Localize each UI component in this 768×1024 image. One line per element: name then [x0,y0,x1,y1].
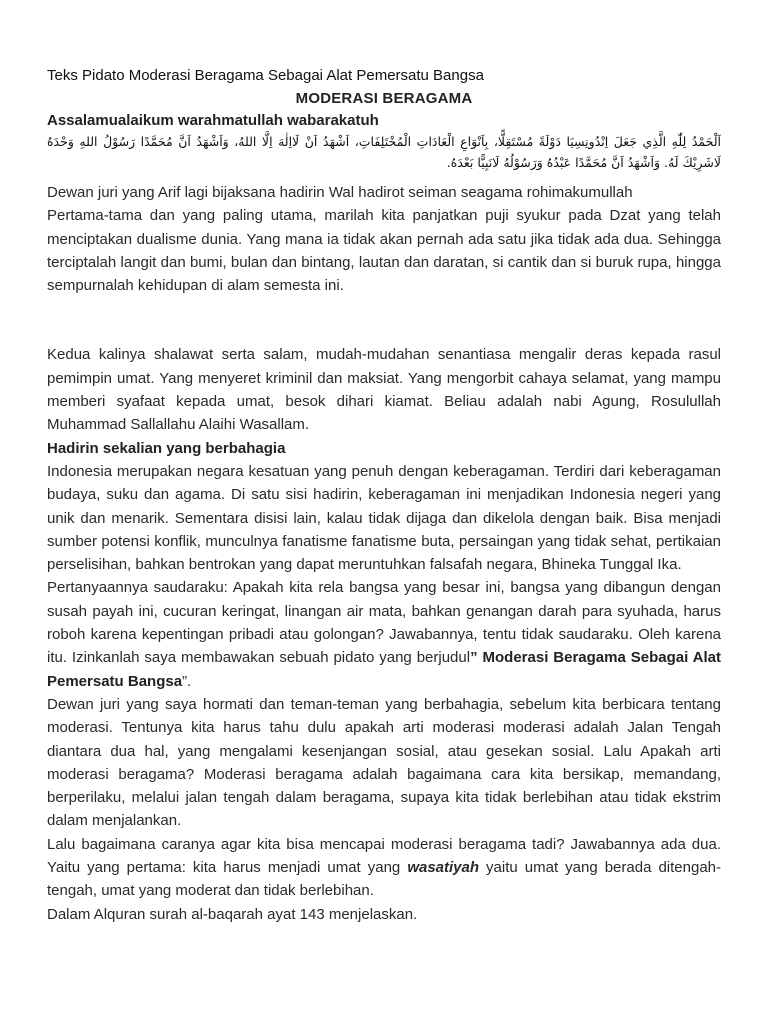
paragraph-greeting: Dewan juri yang Arif lagi bijaksana hadirin Wal hadirot seiman seagama rohimakumullah [47,184,633,201]
close-quote: ”. [182,672,192,690]
paragraph-praise: Pertama-tama dan yang paling utama, marilah kita panjatkan puji syukur pada Dzat yang telah menciptakan dualisme dunia. Yang mana ia tidak akan pernah ada satu jika tidak ada dua. Sehingga terciptalah langit dan bumi, bulan dan bintang, lautan dan daratan, si cantik dan si buruk rupa, hingga sempurnalah kehidupan di alam semesta ini. [47,207,721,295]
wasatiyah-text-end: yaitu umat yang berada ditengah-tengah, umat yang moderat dan tidak berlebihan. [47,859,721,900]
paragraph-definition: Dewan juri yang saya hormati dan teman-teman yang berbahagia, sebelum kita berbicara tentang moderasi. Tentunya kita harus tahu dulu apakah arti moderasi moderasi adalah Jalan Tengah diantara dua hal, yang mengalami kesenjangan sosial, atau gesekan sosial. Lalu Apakah arti moderasi beragama? Moderasi beragama adalah bagaimana cara kita bersikap, memandang, berperilaku, melalui jalan tengah dalam beragama, supaya kita tidak berlebihan atau tidak ekstrim dalam menjalankan. [47,695,721,830]
document-page [47,66,721,926]
sub-heading: Hadirin sekalian yang berbahagia [47,439,286,457]
speech-title: Moderasi Beragama Sebagai Alat Pemersatu Bangsa [47,649,721,690]
main-heading: MODERASI BERAGAMA [295,90,473,107]
arabic-opening: اَلْحَمْدُ لِلّٰهِ الَّذِي جَعَلَ اِنْدُونِسِيَا دَوْلَةً مُسْتَقِلًّا، بِاَنْوَاعِ الْعَادَاتِ الْمُخْتَلِفَاتِ، اَشْهَدُ اَنْ لَااِلٰهَ اِلَّا اللهُ، وَاَشْهَدُ اَنَّ مُحَمَّدًا رَسُوْلُ اللهِ وَحْدَهُ لَاشَرِيْكَ لَهُ. وَاَشْهَدُ اَنَّ مُحَمَّدًا عَبْدُهُ وَرَسُوْلُهُ لَانَبِيًّا بَعْدَهُ. [47,134,721,170]
paragraph-wasatiyah [47,833,721,903]
wasatiyah-term: wasatiyah [407,859,480,877]
paragraph-indonesia: Indonesia merupakan negara kesatuan yang penuh dengan keberagaman. Terdiri dari keberagaman budaya, suku dan agama. Di satu sisi hadirin, keberagaman ini menjadikan Indonesia negeri yang unik dan menarik. Sementara disisi lain, kalau tidak dijaga dan dikelola dengan baik. Bisa menjadi sumber potensi konflik, munculnya fanatisme fanatisme buta, persaingan yang tidak sehat, pertikaian perselisihan, bahkan bentrokan yang dapat meruntuhkan falsafah negara, Bhineka Tunggal Ika. [47,462,721,574]
open-quote: ” [470,649,478,667]
salam-heading: Assalamualaikum warahmatullah wabarakatuh [47,112,379,129]
wasatiyah-text-start: Lalu bagaimana caranya agar kita bisa mencapai moderasi beragama tadi? Jawabannya ada dua. Yaitu yang pertama: kita harus menjadi umat yang [47,835,721,877]
paragraph-question [47,576,721,692]
question-text: Pertanyaannya saudaraku: Apakah kita rela bangsa yang besar ini, bangsa yang dibangun dengan susah payah ini, cucuran keringat, linangan air mata, bahkan genangan darah para syuhada, harus roboh karena kepentingan pribadi atau golongan? Jawabannya, tentu tidak saudaraku. Oleh karena itu. Izinkanlah saya membawakan sebuah pidato yang berjudul [47,579,721,667]
document-title: Teks Pidato Moderasi Beragama Sebagai Alat Pemersatu Bangsa [47,67,484,84]
paragraph-shalawat: Kedua kalinya shalawat serta salam, mudah-mudahan senantiasa mengalir deras kepada rasul pemimpin umat. Yang menyeret kriminil dan maksiat. Yang mengorbit cahaya selamat, yang mampu memberi syafaat kepada umat, besok dihari kiamat. Beliau adalah nabi Agung, Rosulullah Muhammad Sallallahu Alaihi Wasallam. [47,346,721,434]
paragraph-alquran: Dalam Alquran surah al-baqarah ayat 143 menjelaskan. [47,905,418,923]
